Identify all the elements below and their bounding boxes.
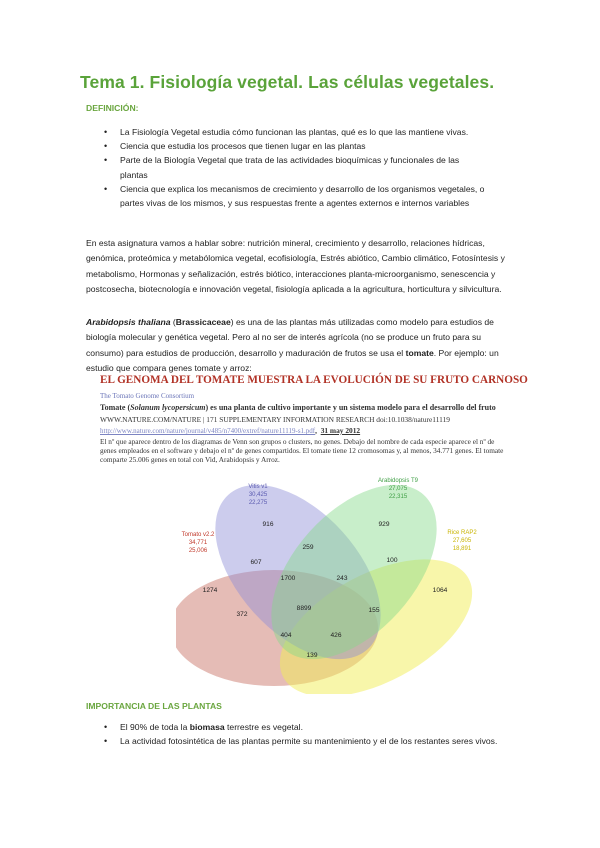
temas-paragraph: En esta asignatura vamos a hablar sobre: nutrición mineral, crecimiento y desarrollo, relaciones hídricas, genómica, proteómica y metabólomica vegetal, ecofisiología, Estrés abiótico, Cambio climático, Fotosíntesis y metabolismo, Hormonas y señalización, estrés biótico, interacciones planta-microorganismo, senescencia y postcosecha, biotecnología e innovación vegetal, fisiología aplicada a la agricultura, horticultura y silvicultura. (86, 238, 505, 295)
region-vitis-arabidopsis-rice: 243 (336, 575, 348, 582)
importancia-list (104, 720, 504, 748)
venn-diagram (176, 468, 486, 694)
figure-consortium: The Tomato Genome Consortium (100, 392, 195, 400)
arabidopsis-shared: 22,315 (388, 494, 408, 500)
rice-shared: 18,891 (452, 546, 472, 552)
region-all: 8899 (296, 605, 312, 612)
region-rice: 1064 (432, 587, 448, 594)
list-item: • Ciencia que estudia los procesos que tienen lugar en las plantas (104, 139, 504, 153)
vitis-label: Vitis v1 (248, 484, 268, 490)
figure-url[interactable]: http://www.nature.com/nature/journal/v485/n7400/extref/nature11119-s1.pdf (100, 427, 316, 435)
vitis-shared: 22,275 (248, 500, 268, 506)
arabidopsis-paragraph (86, 315, 518, 377)
list-item: • El 90% de toda la biomasa terrestre es vegetal. (104, 720, 504, 734)
family-name: Brassicaceae (175, 317, 231, 327)
arabidopsis-label: Arabidopsis T9 (378, 478, 418, 484)
arabidopsis-count: 27,075 (388, 486, 408, 492)
region-arabidopsis: 929 (378, 521, 390, 528)
region-tomato-arabidopsis-only-rice: 426 (330, 632, 342, 639)
region-tomato-rice: 139 (306, 652, 318, 659)
tomato-shared: 25,006 (188, 548, 208, 554)
region-tomato-vitis-only-rice: 404 (280, 632, 292, 639)
region-tomato-vitis: 607 (250, 559, 262, 566)
figure-date: 31 may 2012 (320, 426, 361, 435)
region-tomato-vitis-arabidopsis: 1700 (280, 575, 296, 582)
region-tomato-arabidopsis-rice: 155 (368, 607, 380, 614)
region-tomato: 1274 (202, 587, 218, 594)
page-title: Tema 1. Fisiología vegetal. Las células vegetales. (80, 72, 495, 92)
importancia-heading: IMPORTANCIA DE LAS PLANTAS (86, 701, 222, 711)
region-vitis-arabidopsis: 259 (302, 544, 314, 551)
tomate-word: tomate (405, 347, 434, 358)
vitis-count: 30,425 (248, 492, 268, 498)
list-item: • Parte de la Biología Vegetal que trata de las actividades bioquímicas y funcionales de las plantas (104, 153, 480, 181)
rice-label: Rice RAP2 (447, 530, 477, 536)
region-arabidopsis-rice: 100 (386, 557, 398, 564)
species-name: Arabidopsis thaliana (86, 317, 171, 327)
text-fragment: . Por ejemplo: un estudio que compara genes tomate y arroz: (86, 347, 499, 374)
region-vitis: 916 (262, 521, 274, 528)
figure-url-line: http://www.nature.com/nature/journal/v485/n7400/extref/nature11119-s1.pdf, 31 may 2012 (100, 426, 361, 435)
list-item: • Ciencia que explica los mecanismos de crecimiento y desarrollo de los organismos vegetales, o partes vivas de los mismos, y sus respuestas frente a agentes externos e internos variables (104, 182, 504, 210)
figure-note: El nº que aparece dentro de los diagramas de Venn son grupos o clusters, no genes. Debajo del nombre de cada especie aparece el nº de genes empleados en el software y debajo el nº de genes compartidos. El tomate tiene 12 cromosomas y, al menos, 34.771 genes. El tomate comparte 25.006 genes en total con Vid, Arabidopsis y Arroz. (100, 437, 504, 465)
figure-title: EL GENOMA DEL TOMATE MUESTRA LA EVOLUCIÓN DE SU FRUTO CARNOSO (100, 374, 528, 386)
tomato-label: Tomato v2.2 (181, 532, 215, 538)
list-item: • La Fisiología Vegetal estudia cómo funcionan las plantas, qué es lo que las mantiene vivas. (104, 125, 504, 139)
figure-reference: WWW.NATURE.COM/NATURE | 171 SUPPLEMENTARY INFORMATION RESEARCH doi:10.1038/nature11119 (100, 415, 450, 424)
text-fragment: ) es una de las plantas más utilizadas como modelo para estudios de biología molecular y genética vegetal. Pero al no ser de interés agrícola (no se produce un fruto para su consumo) para estudios de producción, desarrollo y maduración de frutos se usa el (86, 317, 494, 358)
figure-description: Tomate (Solanum lycopersicum) es una planta de cultivo importante y un sistema modelo para el desarrollo del fruto (100, 403, 496, 412)
tomato-count: 34,771 (188, 540, 208, 546)
region-tomato-vitis-rice: 372 (236, 611, 248, 618)
rice-count: 27,605 (452, 538, 472, 544)
definicion-heading: DEFINICIÓN: (86, 103, 139, 113)
tomato-genome-figure (98, 374, 528, 696)
definicion-list (104, 125, 504, 210)
list-item: • La actividad fotosintética de las plantas permite su mantenimiento y el de los restantes seres vivos. (104, 734, 504, 748)
text-open-paren: ( (170, 317, 176, 327)
